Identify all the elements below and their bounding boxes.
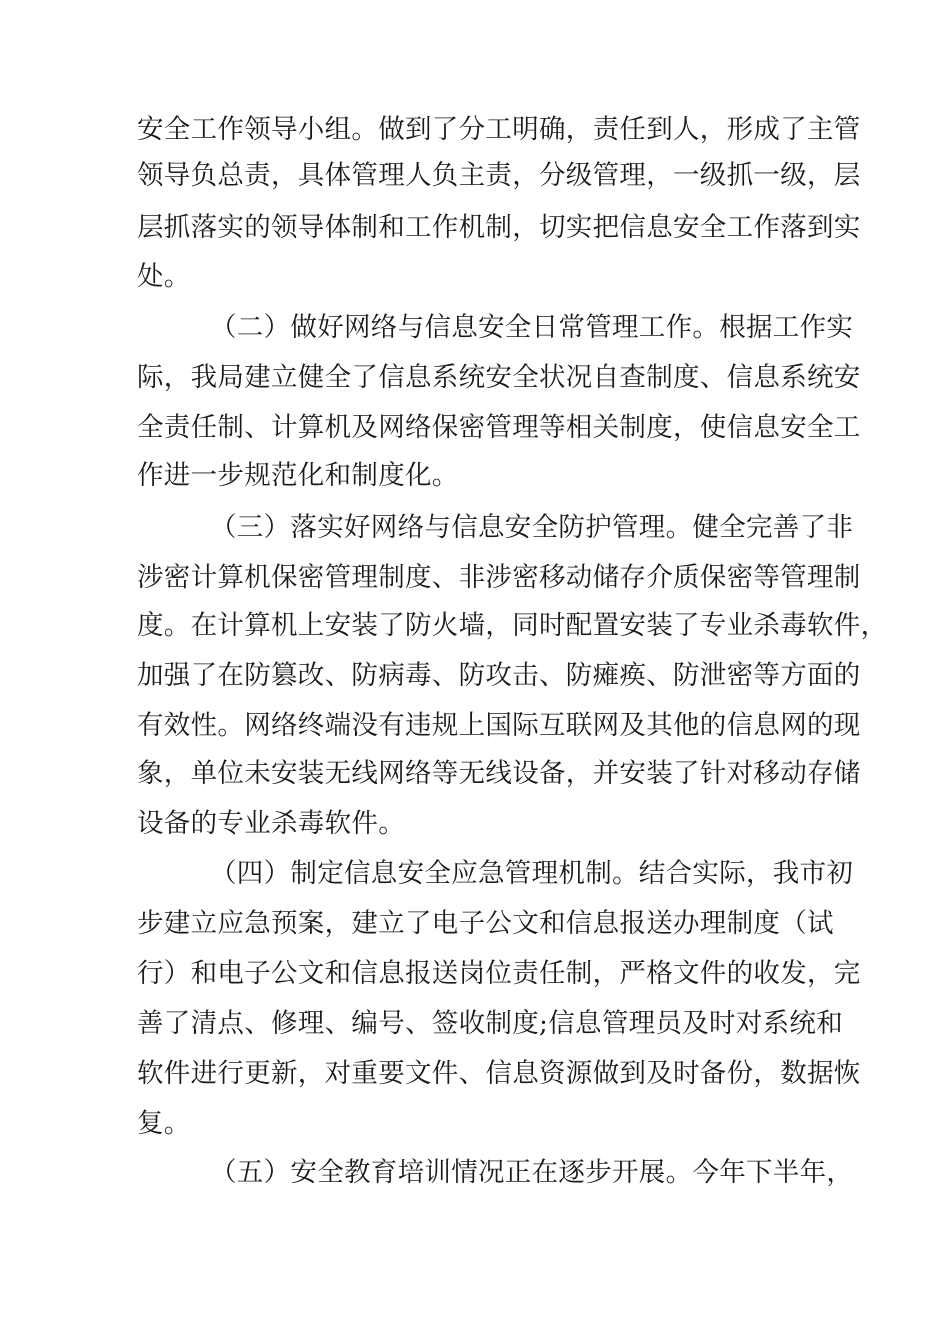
text-line: 善了清点、修理、编号、签收制度;信息管理员及时对系统和: [137, 1008, 844, 1039]
text-line: 象，单位未安装无线网络等无线设备，并安装了针对移动存储: [137, 758, 861, 789]
text-line: 行）和电子公文和信息报送岗位责任制，严格文件的收发，完: [137, 958, 861, 989]
text-line: 作进一步规范化和制度化。: [137, 460, 459, 491]
text-line: 复。: [137, 1108, 191, 1139]
text-line: 软件进行更新，对重要文件、信息资源做到及时备份，数据恢: [137, 1058, 861, 1089]
text-line: （三）落实好网络与信息安全防护管理。健全完善了非: [210, 512, 854, 543]
text-line: 处。: [137, 261, 191, 292]
text-line: （四）制定信息安全应急管理机制。结合实际，我市初: [210, 858, 854, 889]
text-line: 有效性。网络终端没有违规上国际互联网及其他的信息网的现: [137, 710, 861, 741]
text-line: 涉密计算机保密管理制度、非涉密移动储存介质保密等管理制: [137, 562, 861, 593]
text-line: 设备的专业杀毒软件。: [137, 808, 405, 839]
text-line: 全责任制、计算机及网络保密管理等相关制度，使信息安全工: [137, 412, 861, 443]
text-line: 度。在计算机上安装了防火墙，同时配置安装了专业杀毒软件，: [137, 610, 888, 641]
text-line: （二）做好网络与信息安全日常管理工作。根据工作实: [210, 312, 854, 343]
text-line: （五）安全教育培训情况正在逐步开展。今年下半年，: [210, 1157, 854, 1188]
text-line: 安全工作领导小组。做到了分工明确，责任到人，形成了主管: [137, 114, 861, 145]
text-line: 层抓落实的领导体制和工作机制，切实把信息安全工作落到实: [137, 212, 861, 243]
text-line: 步建立应急预案，建立了电子公文和信息报送办理制度（试: [137, 908, 834, 939]
text-line: 领导负总责，具体管理人负主责，分级管理，一级抓一级，层: [137, 160, 861, 191]
text-line: 加强了在防篡改、防病毒、防攻击、防瘫痪、防泄密等方面的: [137, 660, 861, 691]
text-line: 际，我局建立健全了信息系统安全状况自查制度、信息系统安: [137, 362, 861, 393]
